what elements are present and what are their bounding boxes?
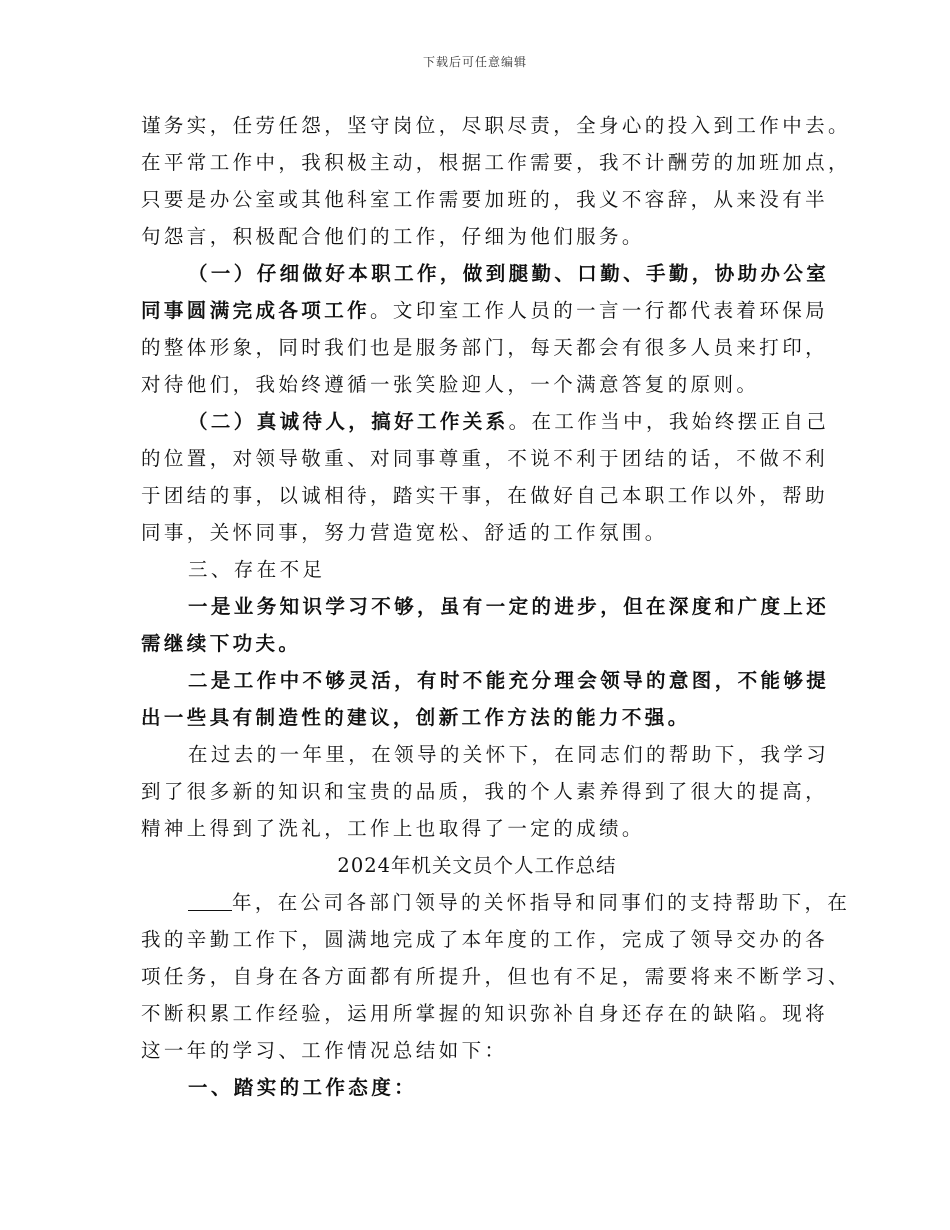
text-line: 于团结的事，以诚相待，踏实干事，在做好自己本职工作以外，帮助 (141, 484, 829, 507)
blank-underline (188, 890, 232, 911)
paragraph-heading-1 (141, 1069, 813, 1106)
text-line: 谨务实，任劳任怨，坚守岗位，尽职尽责，全身心的投入到工作中去。 (141, 114, 851, 137)
paragraph-section-2 (141, 403, 830, 551)
text-line: 在过去的一年里，在领导的关怀下，在同志们的帮助下，我学习 (188, 743, 830, 766)
paragraph-conclusion (141, 736, 830, 847)
text-line: 我的辛勤工作下，圆满地完成了本年度的工作，完成了领导交办的各 (141, 928, 829, 951)
document-body (141, 107, 851, 1106)
section-1-heading: （一）仔细做好本职工作，做到腿勤、口勤、手勤，协助办公室 (188, 262, 830, 285)
paragraph-section-3 (141, 551, 830, 736)
text-line: 不断积累工作经验，运用所掌握的知识弥补自身还存在的缺陷。现将 (141, 1002, 829, 1025)
text-line: 精神上得到了洗礼，工作上也取得了一定的成绩。 (141, 817, 645, 840)
text-line: 项任务，自身在各方面都有所提升，但也有不足，需要将来不断学习、 (141, 965, 851, 988)
text-line: 的位置，对领导敬重、对同事尊重，不说不利于团结的话，不做不利 (141, 447, 829, 470)
section-2-text: 。在工作当中，我始终摆正自己 (508, 410, 830, 433)
text-line: 只要是办公室或其他科室工作需要加班的，我义不容辞，从来没有半 (141, 188, 829, 211)
section-3-heading: 三、存在不足 (188, 558, 326, 581)
text-line: 在平常工作中，我积极主动，根据工作需要，我不计酬劳的加班加点， (141, 151, 851, 174)
text-line: 句怨言，积极配合他们的工作，仔细为他们服务。 (141, 225, 645, 248)
text-line (141, 884, 851, 921)
section-1-text: 。文印室工作人员的一言一行都代表着环保局 (370, 299, 829, 322)
text-line: 的整体形象，同时我们也是服务部门，每天都会有很多人员来打印， (141, 336, 829, 359)
document-title: 2024年机关文员个人工作总结 (337, 854, 617, 877)
text-line (141, 403, 830, 440)
paragraph-section-1 (141, 255, 830, 403)
section-heading-work-attitude: 一、踏实的工作态度： (188, 1076, 418, 1099)
text-line: 对待他们，我始终遵循一张笑脸迎人，一个满意答复的原则。 (141, 373, 760, 396)
page-header: 下载后可任意编辑 (422, 55, 527, 69)
paragraph-intro (141, 884, 851, 1069)
text-line: 这一年的学习、工作情况总结如下： (141, 1039, 508, 1062)
text-line (141, 292, 829, 329)
text-line: 同事，关怀同事，努力营造宽松、舒适的工作氛围。 (141, 521, 668, 544)
deficiency-item-1-cont: 需继续下功夫。 (141, 632, 302, 655)
deficiency-item-1: 一是业务知识学习不够，虽有一定的进步，但在深度和广度上还 (188, 595, 830, 618)
text-line: 到了很多新的知识和宝贵的品质，我的个人素养得到了很大的提高， (141, 780, 829, 803)
paragraph-work-attitude (141, 107, 851, 255)
deficiency-item-2: 二是工作中不够灵活，有时不能充分理会领导的意图，不能够提 (188, 669, 830, 692)
intro-text: 年，在公司各部门领导的关怀指导和同事们的支持帮助下，在 (232, 891, 851, 914)
section-1-heading-cont: 同事圆满完成各项工作 (141, 299, 371, 322)
section-2-heading: （二）真诚待人，搞好工作关系 (188, 410, 509, 433)
deficiency-item-2-cont: 出一些具有制造性的建议，创新工作方法的能力不强。 (141, 706, 691, 729)
